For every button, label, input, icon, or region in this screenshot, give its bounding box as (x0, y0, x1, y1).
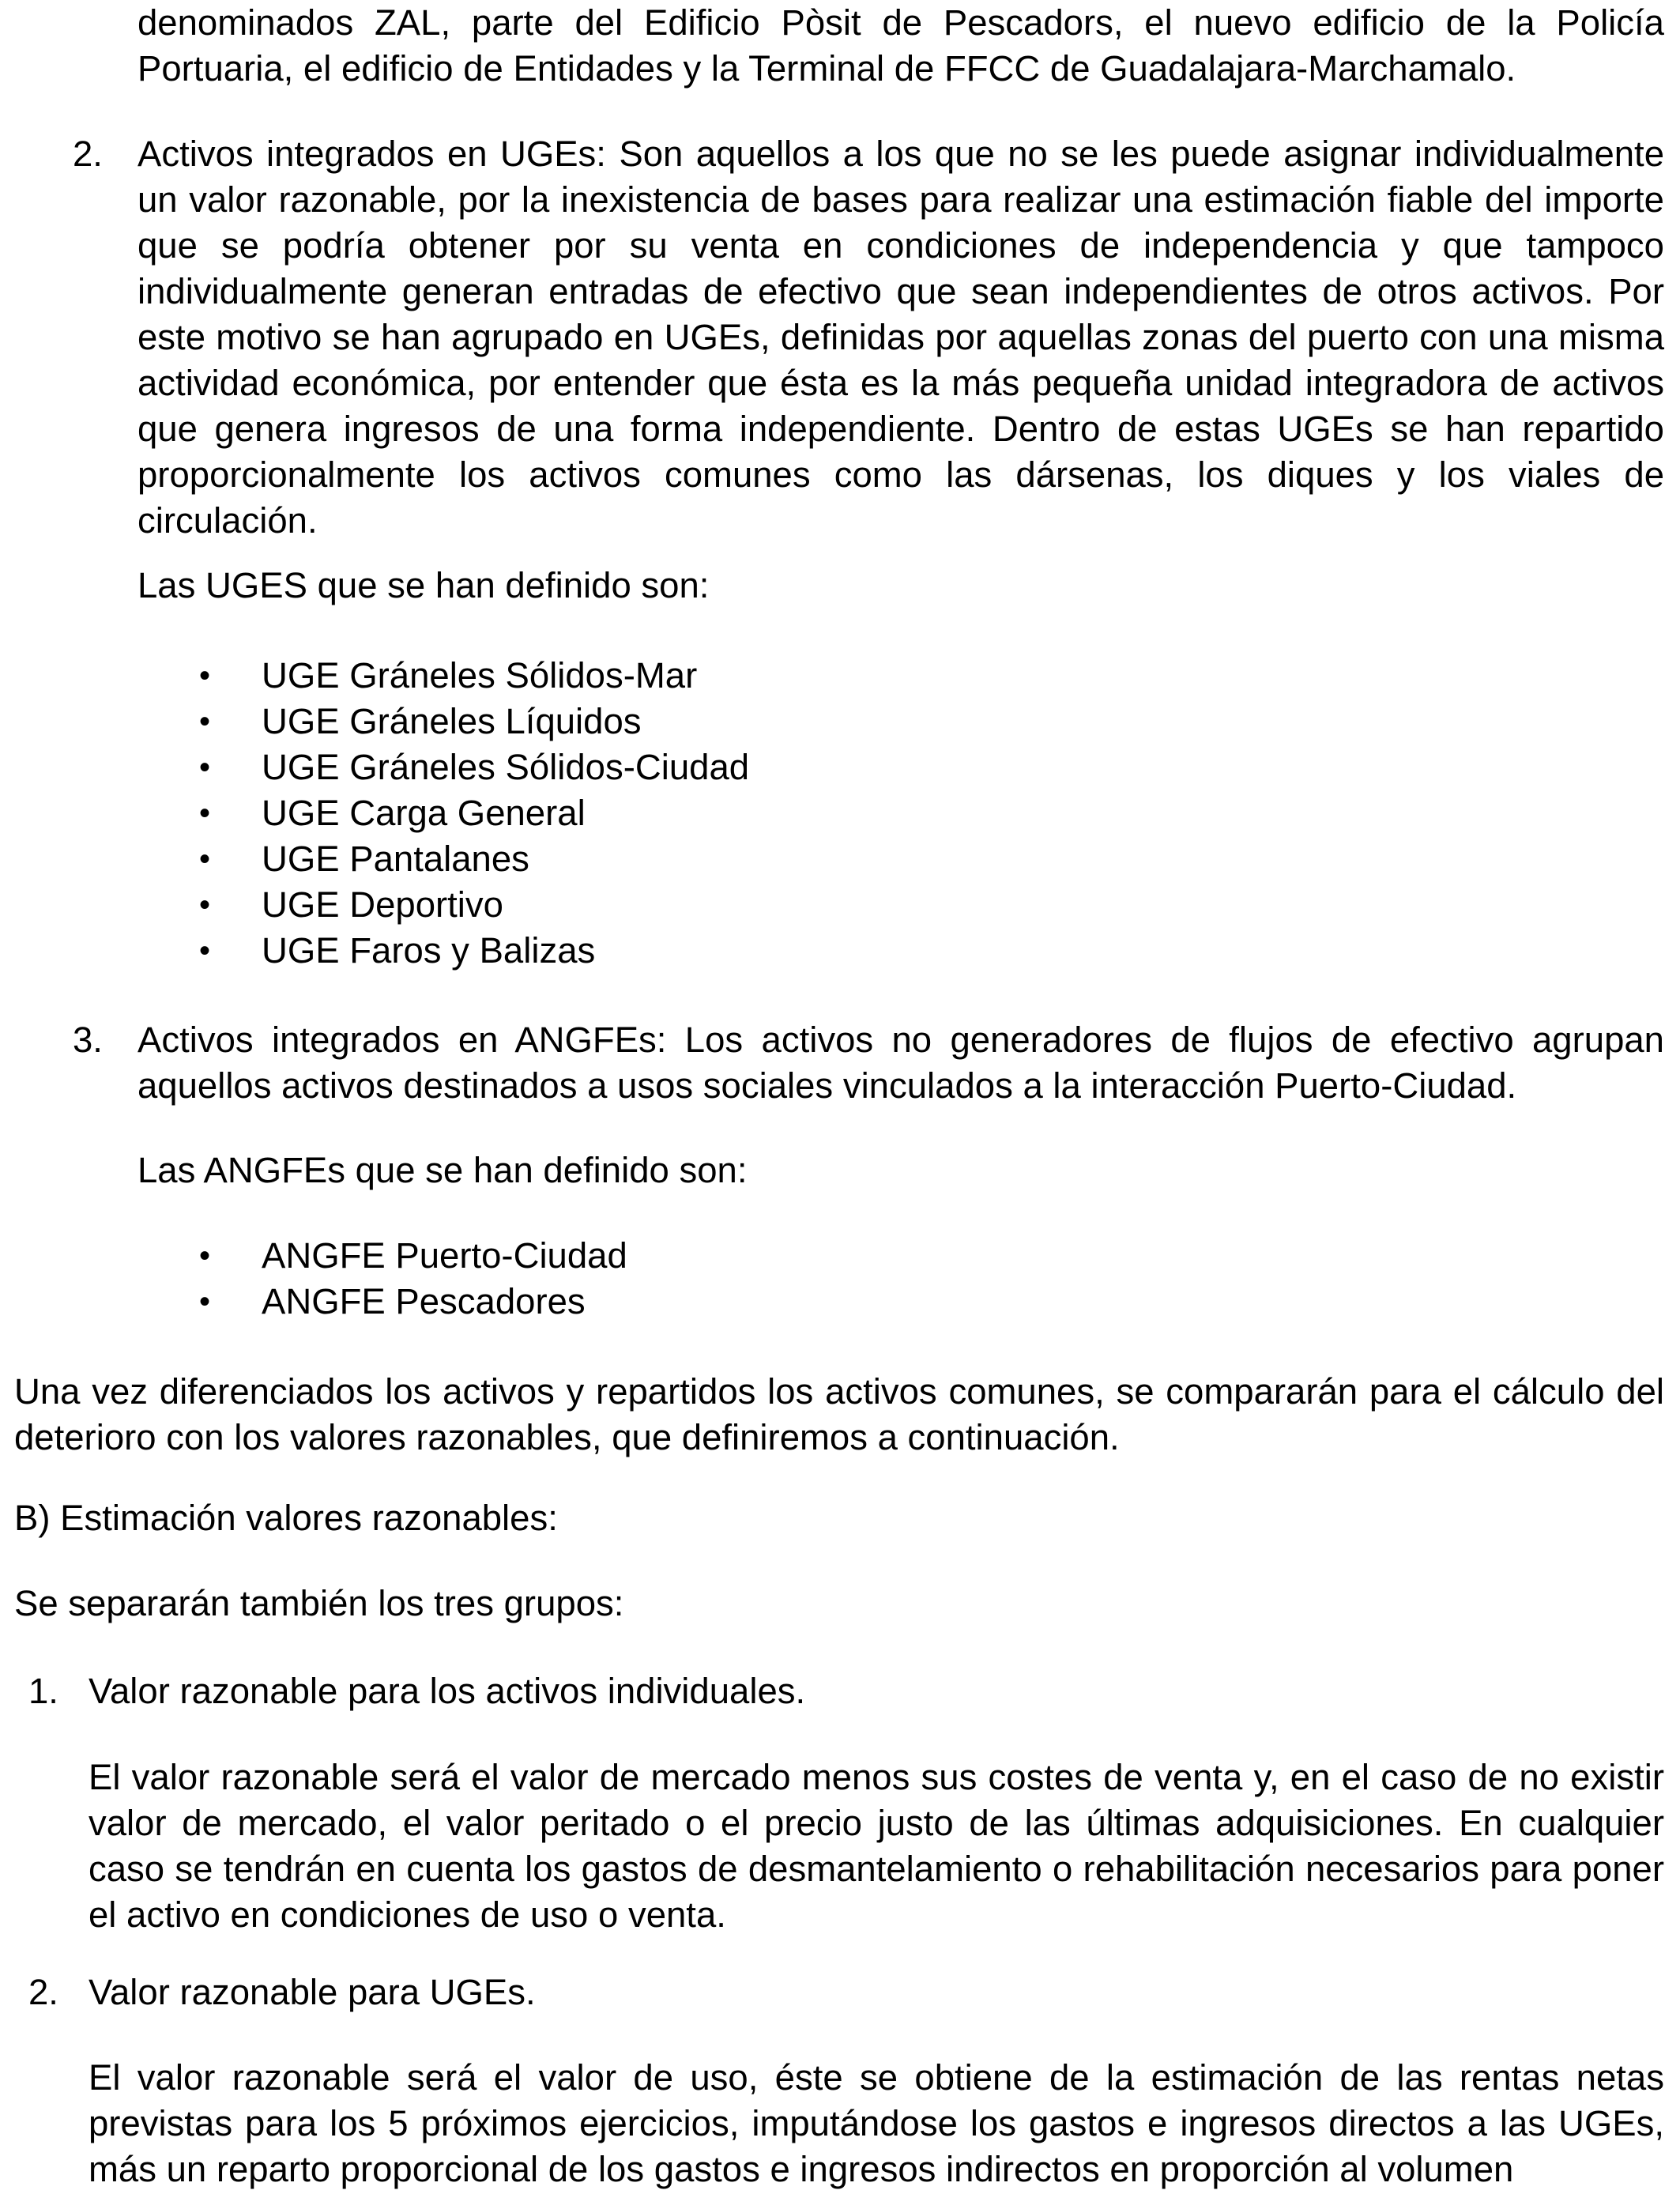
section-b-heading: B) Estimación valores razonables: (14, 1498, 558, 1538)
bullet-icon: • (199, 704, 211, 739)
list-intro-uges: Las UGES que se han definido son: (137, 565, 710, 605)
bullet-icon: • (199, 1284, 211, 1319)
bullet-icon: • (199, 888, 211, 922)
bullet-icon: • (199, 842, 211, 876)
intro-paragraph: denominados ZAL, parte del Edificio Pòsit de Pescadors, el nuevo edificio de la Policía Portuaria, el edificio de Entidades y la Terminal de FFCC de Guadalajara-Marchamalo. (137, 2, 1664, 89)
list-item: ANGFE Puerto-Ciudad (262, 1235, 627, 1276)
summary-paragraph: Una vez diferenciados los activos y repartidos los activos comunes, se compararán para el cálculo del deterioro con los valores razonables, que definiremos a continuación. (14, 1371, 1664, 1457)
list-item: UGE Faros y Balizas (262, 930, 596, 971)
item-number: 3. (73, 1020, 103, 1060)
item-number: 2. (28, 1972, 58, 2012)
section-b-intro: Se separarán también los tres grupos: (14, 1583, 624, 1623)
bullet-icon: • (199, 658, 211, 693)
bullet-icon: • (199, 750, 211, 785)
bullet-icon: • (199, 796, 211, 831)
list-item: UGE Carga General (262, 793, 586, 833)
item-paragraph: El valor razonable será el valor de uso, éste se obtiene de la estimación de las rentas netas previstas para los 5 próximos ejercicios, imputándose los gastos e ingresos directos a las UGEs, más un reparto proporcional de los gastos e ingresos indirectos en proporción al volumen (89, 2057, 1664, 2189)
list-item: UGE Gráneles Líquidos (262, 701, 642, 741)
item-paragraph-uges: Activos integrados en UGEs: Son aquellos a los que no se les puede asignar individualmente un valor razonable, por la inexistencia de bases para realizar una estimación fiable del importe que se podría obtener por su venta en condiciones de independencia y que tampoco individualmente generan entradas de efectivo que sean independientes de otros activos. Por este motivo se han agrupado en UGEs, definidas por aquellas zonas del puerto con una misma actividad económica, por entender que ésta es la más pequeña unidad integradora de activos que genera ingresos de una forma independiente. Dentro de estas UGEs se han repartido proporcionalmente los activos comunes como las dársenas, los diques y los viales de circulación. (137, 134, 1664, 541)
list-item: UGE Pantalanes (262, 839, 529, 879)
item-paragraph: El valor razonable será el valor de mercado menos sus costes de venta y, en el caso de no existir valor de mercado, el valor peritado o el precio justo de las últimas adquisiciones. En cualquier caso se tendrán en cuenta los gastos de desmantelamiento o rehabilitación necesarios para poner el activo en condiciones de uso o venta. (89, 1757, 1664, 1935)
item-title: Valor razonable para UGEs. (89, 1972, 536, 2012)
list-item: ANGFE Pescadores (262, 1281, 586, 1321)
bullet-icon: • (199, 933, 211, 968)
item-number: 1. (28, 1671, 58, 1711)
item-paragraph-angfes: Activos integrados en ANGFEs: Los activos no generadores de flujos de efectivo agrupan aquellos activos destinados a usos sociales vinculados a la interacción Puerto-Ciudad. (137, 1020, 1664, 1106)
list-item: UGE Gráneles Sólidos-Ciudad (262, 747, 750, 787)
list-item: UGE Deportivo (262, 884, 503, 925)
item-number: 2. (73, 134, 103, 174)
bullet-icon: • (199, 1238, 211, 1273)
list-intro-angfes: Las ANGFEs que se han definido son: (137, 1150, 748, 1190)
item-title: Valor razonable para los activos individuales. (89, 1671, 806, 1711)
list-item: UGE Gráneles Sólidos-Mar (262, 655, 698, 696)
